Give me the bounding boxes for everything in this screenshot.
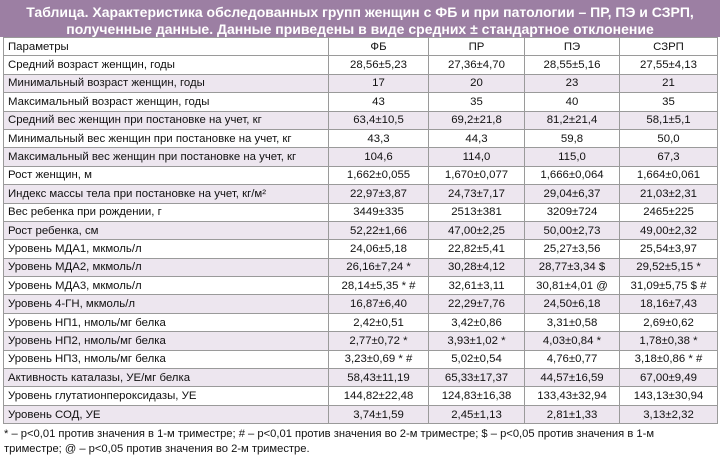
table-cell: 124,83±16,38 — [429, 387, 525, 405]
table-cell: 52,22±1,66 — [329, 221, 429, 239]
table-row — [4, 221, 718, 239]
row-label: Уровень НП1, нмоль/мг белка — [4, 313, 329, 331]
table-title-line1: Таблица. Характеристика обследованных групп женщин с ФБ и при патологии – ПР, ПЭ и СЗРП, — [26, 4, 694, 20]
row-label: Уровень СОД, УЕ — [4, 405, 329, 423]
row-label: Средний возраст женщин, годы — [4, 56, 329, 74]
table-cell: 67,3 — [620, 148, 718, 166]
row-label: Максимальный вес женщин при постановке на учет, кг — [4, 148, 329, 166]
row-label: Уровень МДА3, мкмоль/л — [4, 277, 329, 295]
table-cell: 114,0 — [429, 148, 525, 166]
table-cell: 22,29±7,76 — [429, 295, 525, 313]
row-label: Рост женщин, м — [4, 166, 329, 184]
header-cell: Параметры — [4, 38, 329, 56]
table-cell: 26,16±7,24 * — [329, 258, 429, 276]
table-cell: 40 — [525, 93, 620, 111]
row-label: Минимальный вес женщин при постановке на учет, кг — [4, 129, 329, 147]
table-cell: 2,81±1,33 — [525, 405, 620, 423]
row-label: Уровень МДА2, мкмоль/л — [4, 258, 329, 276]
table-row — [4, 350, 718, 368]
table-cell: 3209±724 — [525, 203, 620, 221]
table-cell: 3,93±1,02 * — [429, 332, 525, 350]
table-cell: 25,54±3,97 — [620, 240, 718, 258]
table-cell: 3,23±0,69 * # — [329, 350, 429, 368]
table-cell: 1,662±0,055 — [329, 166, 429, 184]
table-cell: 28,14±5,35 * # — [329, 277, 429, 295]
row-label: Средний вес женщин при постановке на учет, кг — [4, 111, 329, 129]
table-cell: 18,16±7,43 — [620, 295, 718, 313]
table-cell: 35 — [620, 93, 718, 111]
table-cell: 17 — [329, 74, 429, 92]
table-cell: 24,50±6,18 — [525, 295, 620, 313]
table-cell: 27,36±4,70 — [429, 56, 525, 74]
table-cell: 50,00±2,73 — [525, 221, 620, 239]
row-label: Максимальный возраст женщин, годы — [4, 93, 329, 111]
table-row — [4, 203, 718, 221]
header-cell: СЗРП — [620, 38, 718, 56]
footnote-line1: * – p<0,01 против значения в 1-м триместре; # – p<0,01 против значения во 2-м триместре; $ – p<0,05 против значения в 1-м — [4, 428, 655, 441]
table-row — [4, 277, 718, 295]
table-cell: 24,73±7,17 — [429, 185, 525, 203]
table-cell: 32,61±3,11 — [429, 277, 525, 295]
table-row — [4, 332, 718, 350]
table-title — [0, 0, 720, 37]
table-cell: 58,1±5,1 — [620, 111, 718, 129]
table-row — [4, 313, 718, 331]
table-cell: 30,28±4,12 — [429, 258, 525, 276]
table-row — [4, 74, 718, 92]
table-cell: 3,13±2,32 — [620, 405, 718, 423]
table-row — [4, 185, 718, 203]
row-label: Вес ребенка при рождении, г — [4, 203, 329, 221]
table-row — [4, 148, 718, 166]
table-row — [4, 56, 718, 74]
table-cell: 28,77±3,34 $ — [525, 258, 620, 276]
table-cell: 133,43±32,94 — [525, 387, 620, 405]
header-cell: ФБ — [329, 38, 429, 56]
row-label: Уровень МДА1, мкмоль/л — [4, 240, 329, 258]
table-cell: 49,00±2,32 — [620, 221, 718, 239]
table-cell: 115,0 — [525, 148, 620, 166]
table-cell: 29,52±5,15 * — [620, 258, 718, 276]
table-cell: 25,27±3,56 — [525, 240, 620, 258]
row-label: Рост ребенка, см — [4, 221, 329, 239]
table-cell: 144,82±22,48 — [329, 387, 429, 405]
table-cell: 28,56±5,23 — [329, 56, 429, 74]
row-label: Уровень НП3, нмоль/мг белка — [4, 350, 329, 368]
table-cell: 58,43±11,19 — [329, 369, 429, 387]
table-cell: 4,03±0,84 * — [525, 332, 620, 350]
table-cell: 81,2±21,4 — [525, 111, 620, 129]
table-cell: 59,8 — [525, 129, 620, 147]
table-cell: 21,03±2,31 — [620, 185, 718, 203]
table-cell: 31,09±5,75 $ # — [620, 277, 718, 295]
table-cell: 143,13±30,94 — [620, 387, 718, 405]
data-table — [3, 37, 718, 424]
table-row — [4, 166, 718, 184]
row-label: Минимальный возраст женщин, годы — [4, 74, 329, 92]
table-cell: 35 — [429, 93, 525, 111]
table-cell: 21 — [620, 74, 718, 92]
table-cell: 3,42±0,86 — [429, 313, 525, 331]
table-cell: 1,664±0,061 — [620, 166, 718, 184]
table-row — [4, 111, 718, 129]
row-label: Уровень глутатионпероксидазы, УЕ — [4, 387, 329, 405]
table-row — [4, 93, 718, 111]
table-cell: 1,670±0,077 — [429, 166, 525, 184]
table-row — [4, 240, 718, 258]
table-cell: 27,55±4,13 — [620, 56, 718, 74]
table-cell: 2,77±0,72 * — [329, 332, 429, 350]
table-row — [4, 405, 718, 423]
table-cell: 29,04±6,37 — [525, 185, 620, 203]
table-cell: 43 — [329, 93, 429, 111]
table-row — [4, 369, 718, 387]
table-cell: 67,00±9,49 — [620, 369, 718, 387]
table-cell: 22,82±5,41 — [429, 240, 525, 258]
table-row — [4, 387, 718, 405]
table-cell: 2,69±0,62 — [620, 313, 718, 331]
table-cell: 3,74±1,59 — [329, 405, 429, 423]
table-cell: 50,0 — [620, 129, 718, 147]
table-cell: 23 — [525, 74, 620, 92]
row-label: Уровень 4-ГН, мкмоль/л — [4, 295, 329, 313]
table-row — [4, 258, 718, 276]
header-cell: ПР — [429, 38, 525, 56]
table-cell: 2513±381 — [429, 203, 525, 221]
table-cell: 1,666±0,064 — [525, 166, 620, 184]
table-cell: 3,18±0,86 * # — [620, 350, 718, 368]
table-cell: 63,4±10,5 — [329, 111, 429, 129]
table-cell: 16,87±6,40 — [329, 295, 429, 313]
table-cell: 65,33±17,37 — [429, 369, 525, 387]
table-cell: 22,97±3,87 — [329, 185, 429, 203]
row-label: Активность каталазы, УЕ/мг белка — [4, 369, 329, 387]
table-cell: 2465±225 — [620, 203, 718, 221]
table-cell: 44,57±16,59 — [525, 369, 620, 387]
row-label: Индекс массы тела при постановке на учет, кг/м² — [4, 185, 329, 203]
table-cell: 2,45±1,13 — [429, 405, 525, 423]
table-cell: 3449±335 — [329, 203, 429, 221]
table-cell: 44,3 — [429, 129, 525, 147]
table-title-line2: полученные данные. Данные приведены в виде средних ± стандартное отклонение — [66, 21, 654, 37]
table-cell: 28,55±5,16 — [525, 56, 620, 74]
footnote — [0, 424, 720, 457]
row-label: Уровень НП2, нмоль/мг белка — [4, 332, 329, 350]
table-cell: 1,78±0,38 * — [620, 332, 718, 350]
table-header-row — [4, 38, 718, 56]
table-cell: 20 — [429, 74, 525, 92]
table-cell: 30,81±4,01 @ — [525, 277, 620, 295]
table-cell: 5,02±0,54 — [429, 350, 525, 368]
table-cell: 4,76±0,77 — [525, 350, 620, 368]
table-cell: 3,31±0,58 — [525, 313, 620, 331]
table-cell: 104,6 — [329, 148, 429, 166]
table-row — [4, 129, 718, 147]
table-cell: 2,42±0,51 — [329, 313, 429, 331]
header-cell: ПЭ — [525, 38, 620, 56]
table-row — [4, 295, 718, 313]
table-cell: 24,06±5,18 — [329, 240, 429, 258]
table-cell: 43,3 — [329, 129, 429, 147]
table-cell: 47,00±2,25 — [429, 221, 525, 239]
table-cell: 69,2±21,8 — [429, 111, 525, 129]
footnote-line2: триместре; @ – p<0,05 против значения во 2-м триместре. — [4, 443, 310, 456]
